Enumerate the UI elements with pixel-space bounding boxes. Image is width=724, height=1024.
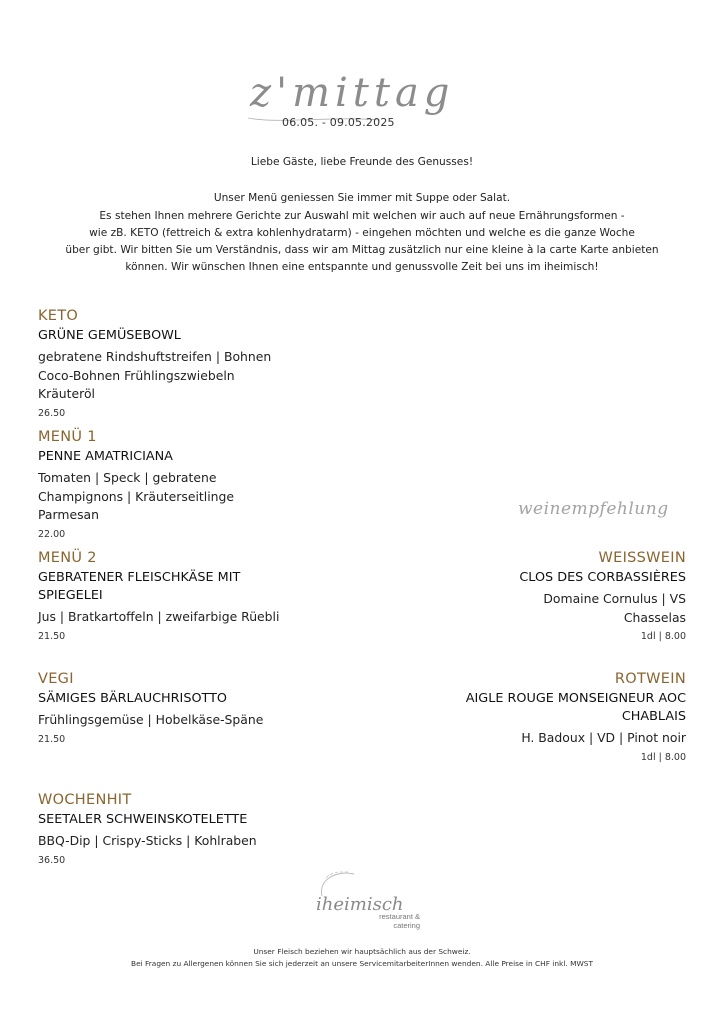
dish-name: SEETALER SCHWEINSKOTELETTE (38, 812, 248, 827)
iheimisch-logo (308, 866, 420, 932)
category-label: MENÜ 2 (38, 550, 97, 566)
dish-price: 26.50 (38, 407, 66, 419)
footer-line: Bei Fragen zu Allergenen können Sie sich jederzeit an unsere ServicemitarbeiterInnen wenden. Alle Preise in CHF inkl. MWST (131, 959, 593, 968)
intro-text (40, 154, 684, 277)
category-label: VEGI (38, 671, 74, 687)
category-label: MENÜ 1 (38, 429, 97, 445)
greeting: Liebe Gäste, liebe Freunde des Genusses! (250, 156, 474, 168)
dish-desc: Champignons | Kräuterseitlinge (38, 488, 234, 504)
wine-white (366, 550, 686, 642)
wine-price: 1dl | 8.00 (640, 751, 686, 763)
menu-item-keto (38, 308, 328, 419)
dish-name: SPIEGELEI (38, 588, 103, 603)
category-label: WEISSWEIN (598, 550, 686, 566)
logo-tagline: catering (393, 921, 420, 930)
dish-name: SÄMIGES BÄRLAUCHRISOTTO (38, 691, 227, 706)
intro-line: Es stehen Ihnen mehrere Gerichte zur Auswahl mit welchen wir auch auf neue Ernährungsformen - (99, 209, 625, 222)
wine-name: AIGLE ROUGE MONSEIGNEUR AOC (465, 691, 686, 706)
intro-line: können. Wir wünschen Ihnen eine entspannte und genussvolle Zeit bei uns im iheimisch! (125, 261, 599, 274)
dish-desc: Frühlingsgemüse | Hobelkäse-Späne (38, 712, 264, 727)
dish-price: 21.50 (38, 630, 66, 642)
dish-name: PENNE AMATRICIANA (38, 449, 173, 464)
dish-desc: Parmesan (38, 507, 99, 522)
menu-item-menu2 (38, 550, 328, 642)
wine-heading: weinempfehlung (518, 499, 669, 519)
logo-name: iheimisch (316, 894, 404, 915)
dish-desc: BBQ-Dip | Crispy-Sticks | Kohlraben (38, 833, 257, 848)
logo-wreath (321, 873, 354, 896)
dish-desc: Coco-Bohnen Frühlingszwiebeln (38, 367, 235, 383)
intro-line: über gibt. Wir bitten Sie um Verständnis, dass wir am Mittag zusätzlich nur eine kleine à la carte Karte anbieten (65, 244, 659, 257)
dish-price: 22.00 (38, 528, 66, 540)
wine-name: CLOS DES CORBASSIÈRES (519, 570, 686, 585)
wine-desc: Chasselas (623, 609, 686, 625)
wine-price: 1dl | 8.00 (640, 631, 686, 642)
wine-heading-script (512, 488, 692, 528)
category-label: KETO (38, 308, 79, 324)
dish-name: GRÜNE GEMÜSEBOWL (38, 328, 181, 343)
intro-line: Unser Menü geniessen Sie immer mit Suppe oder Salat. (213, 192, 511, 205)
menu-item-vegi (38, 671, 328, 745)
page-title: z'mittag (250, 70, 455, 116)
menu-item-menu1 (38, 429, 328, 540)
dish-desc: Tomaten | Speck | gebratene (38, 470, 217, 485)
dish-desc: Kräuteröl (38, 386, 95, 401)
logo-tagline: restaurant & (379, 912, 420, 921)
category-label: ROTWEIN (614, 671, 686, 687)
dish-price: 21.50 (38, 733, 66, 745)
dish-name: GEBRATENER FLEISCHKÄSE MIT (38, 570, 241, 585)
dish-desc: gebratene Rindshuftstreifen | Bohnen (38, 349, 272, 364)
wine-red (366, 671, 686, 763)
intro-line: wie zB. KETO (fettreich & extra kohlenhydratarm) - eingehen möchten und welche es die ganze Woche (89, 226, 635, 239)
date-range: 06.05. - 09.05.2025 (282, 116, 395, 129)
footer (40, 946, 684, 970)
category-label: WOCHENHIT (38, 792, 132, 808)
footer-line: Unser Fleisch beziehen wir hauptsächlich aus der Schweiz. (253, 947, 471, 956)
dish-desc: Jus | Bratkartoffeln | zweifarbige Rüebli (38, 609, 280, 624)
dish-price: 36.50 (38, 854, 66, 866)
wine-desc: Domaine Cornulus | VS (543, 591, 686, 606)
wine-name: CHABLAIS (621, 709, 686, 724)
wine-desc: H. Badoux | VD | Pinot noir (521, 730, 686, 745)
menu-item-wochenhit (38, 792, 328, 866)
